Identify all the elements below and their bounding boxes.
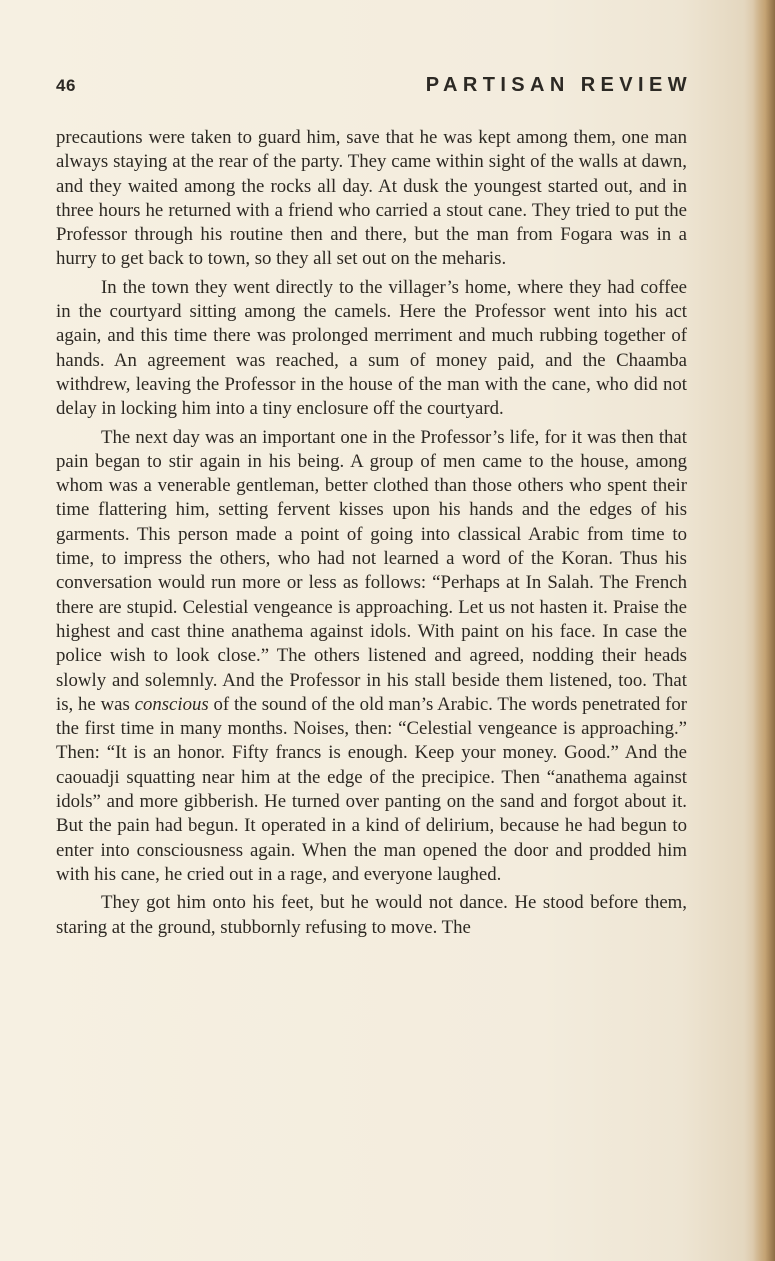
paragraph-3-part-2: of the sound of the old man’s Arabic. The words penetrated for the first time in many months. Noises, then: “Celestial vengeance is approaching.” Then: “It is an honor. Fifty francs is enough. Keep your money. Good.” And the caouadji squatting near him at the edge of the precipice. Then “anathema against idols” and more gibberish. He turned over panting on the sand and forgot about it. But the pain had begun. It operated in a kind of delirium, because he had begun to enter into consciousness again. When the man opened the door and prodded him with his cane, he cried out in a rage, and everyone laughed. [56, 693, 687, 885]
running-head: PARTISAN REVIEW [425, 74, 692, 96]
paragraph-4: They got him onto his feet, but he would not dance. He stood before them, staring at the ground, stubbornly refusing to move. The [56, 892, 687, 938]
italic-word: conscious [134, 693, 209, 715]
paragraph-3 [56, 426, 687, 888]
paragraph-1: precautions were taken to guard him, save that he was kept among them, one man always staying at the rear of the party. They came within sight of the walls at dawn, and they waited among the rocks all day. At dusk the youngest started out, and in three hours he returned with a friend who carried a stout cane. They tried to put the Professor through his routine then and there, but the man from Fogara was in a hurry to get back to town, so they all set out on the meharis. [56, 127, 687, 270]
spine-shadow [753, 0, 775, 1261]
body-text [56, 126, 687, 940]
page-header [56, 74, 692, 104]
paragraph-2: In the town they went directly to the villager’s home, where they had coffee in the courtyard sitting among the camels. Here the Professor went into his act again, and this time there was prolonged merriment and much rubbing together of hands. An agreement was reached, a sum of money paid, and the Chaamba withdrew, leaving the Professor in the house of the man with the cane, who did not delay in locking him into a tiny enclosure off the courtyard. [56, 276, 687, 420]
page-number: 46 [56, 76, 76, 95]
paragraph-3-part-1: The next day was an important one in the Professor’s life, for it was then that pain began to stir again in his being. A group of men came to the house, among whom was a venerable gentleman, better clothed than those others who spent their time flattering him, setting fervent kisses upon his hands and the edges of his garments. This person made a point of going into classical Arabic from time to time, to impress the others, who had not learned a word of the Koran. Thus his conversation would run more or less as follows: “Perhaps at In Salah. The French there are stupid. Celestial vengeance is approaching. Let us not hasten it. Praise the highest and cast thine anathema against idols. With paint on his face. In case the police wish to look close.” The others listened and agreed, nodding their heads slowly and solemnly. And the Professor in his stall beside them listened, too. That is, he was [56, 426, 687, 715]
